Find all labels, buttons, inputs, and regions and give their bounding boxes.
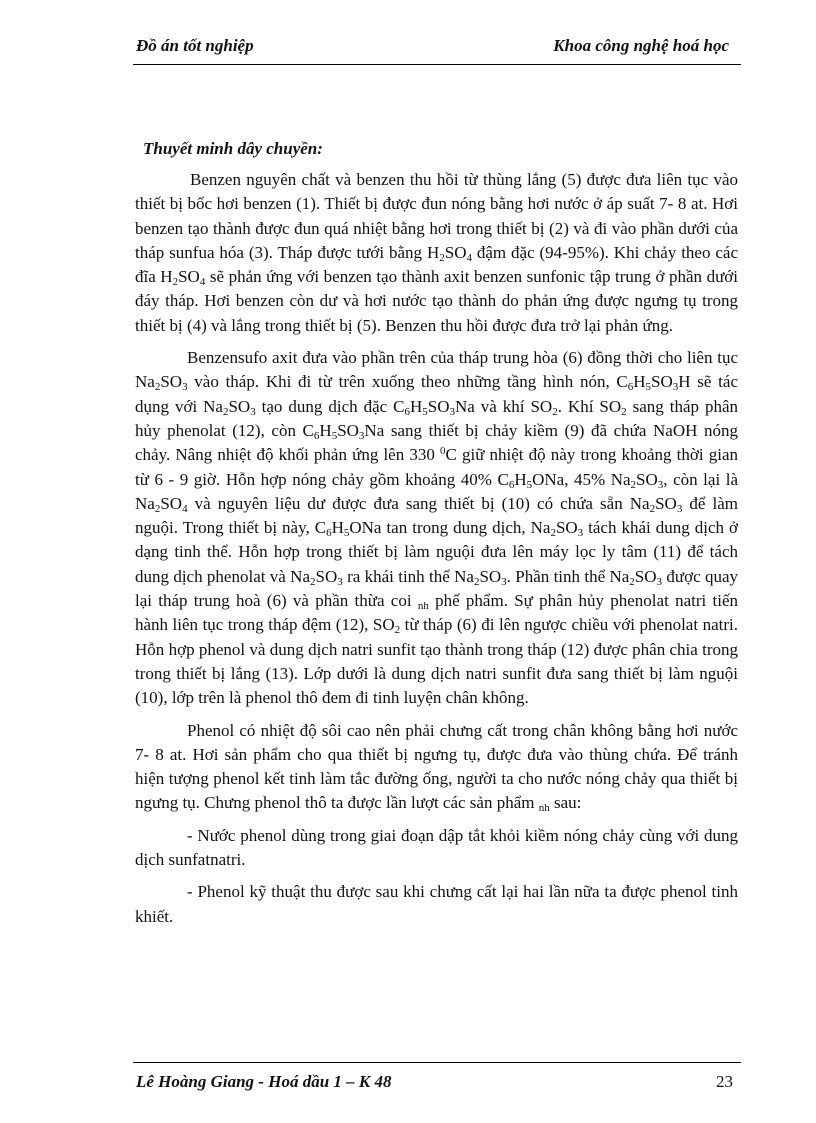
list-item-2: - Phenol kỹ thuật thu được sau khi chưng cất lại hai lần nữa ta được phenol tinh khiết. — [135, 882, 738, 926]
section-heading: Thuyết minh dây chuyền: — [143, 139, 323, 158]
header-left-title: Đồ án tốt nghiệp — [136, 36, 254, 55]
footer-divider — [133, 1062, 741, 1063]
page-number: 23 — [716, 1072, 733, 1091]
header-divider — [133, 64, 741, 65]
paragraph-1: Benzen nguyên chất và benzen thu hồi từ thùng lắng (5) được đưa liên tục vào thiết bị bốc hơi benzen (1). Thiết bị được đun nóng bằng hơi nước ở áp suất 7- 8 at. Hơi benzen tạo thành được đun quá nhiệt bằng hơi trong thiết bị (2) và đi vào phần dưới của tháp sunfua hóa (3). Tháp được tưới bằng $H_2SO_4$ đậm đặc (94-95%). Khi chảy theo các đĩa $H_2SO_4$ sẽ phản ứng với benzen tạo thành axit benzen sunfonic tập trung ở phần dưới đáy tháp. Hơi benzen còn dư và hơi nước tạo thành do phản ứng được ngưng tụ trong thiết bị (4) và lắng trong thiết bị (5). Benzen thu hồi được đưa trở lại phản ứng. — [135, 170, 738, 335]
header-right-title: Khoa công nghệ hoá học — [553, 36, 729, 55]
list-item-1: - Nước phenol dùng trong giai đoạn dập tắt khỏi kiềm nóng chảy cùng với dung dịch sunfatnatri. — [135, 825, 738, 870]
paragraph-2: Benzensufo axit đưa vào phần trên của tháp trung hòa (6) đồng thời cho liên tục $Na_2SO_3$ vào tháp. Khi đi từ trên xuống theo những tầng hình nón, $C_6H_5SO_3H$ sẽ tác dụng với $Na_2SO_3$ tạo dung dịch đặc $C_6H_5SO_3Na$ và khí $SO_2$. Khí $SO_2$ sang tháp phân hủy phenolat (12), còn $C_6H_5SO_3Na$ sang thiết bị chảy kiềm (9) đã chứa NaOH nóng chảy. Nâng nhiệt độ khối phản ứng lên 330 $^0$C giữ nhiệt độ này trong khoảng thời gian từ 6 - 9 giờ. Hỗn hợp nóng chảy gồm khoảng 40% $C_6H_5ONa$, 45% $Na_2SO_3$, còn lại là $Na_2SO_4$ và nguyên liệu dư được đưa sang thiết bị (10) có chứa sẵn $Na_2SO_3$ để làm nguội. Trong thiết bị này, $C_6H_5ONa$ tan trong dung dịch, $Na_2SO_3$ tách khái dung dịch ở dạng tinh thể. Hỗn hợp trong thiết bị làm nguội đưa lên máy lọc ly tâm (11) để tách dung dịch phenolat và $Na_2SO_3$ ra khái tinh thể $Na_2SO_3$. Phần tinh thể $Na_2SO_3$ được quay lại tháp trung hoà (6) và phần thừa coi $_{nh}$ phế phẩm. Sự phân hủy phenolat natri tiến hành liên tục trong tháp đệm (12), $SO_2$ từ tháp (6) đi lên ngược chiều với phenolat natri. Hỗn hợp phenol và dung dịch natri sunfit tạo thành trong tháp (12) được phân chia trong trong thiết bị lắng (13). Lớp dưới là dung dịch natri sunfit đưa sang thiết bị làm nguội (10), lớp trên là phenol thô đem đi tinh luyện chân không. — [135, 348, 739, 708]
body-text — [135, 168, 738, 937]
page-header — [133, 36, 741, 60]
paragraph-3: Phenol có nhiệt độ sôi cao nên phải chưng cất trong chân không bằng hơi nước 7- 8 at. Hơi sản phẩm cho qua thiết bị ngưng tụ, được đưa vào thùng chứa. Để tránh hiện tượng phenol kết tinh làm tắc đường ống, người ta cho nước nóng chảy qua thiết bị ngưng tụ. Chưng phenol thô ta được lần lượt các sản phẩm $_{nh}$ sau: — [135, 720, 738, 815]
footer-author: Lê Hoàng Giang - Hoá dầu 1 – K 48 — [136, 1072, 392, 1091]
